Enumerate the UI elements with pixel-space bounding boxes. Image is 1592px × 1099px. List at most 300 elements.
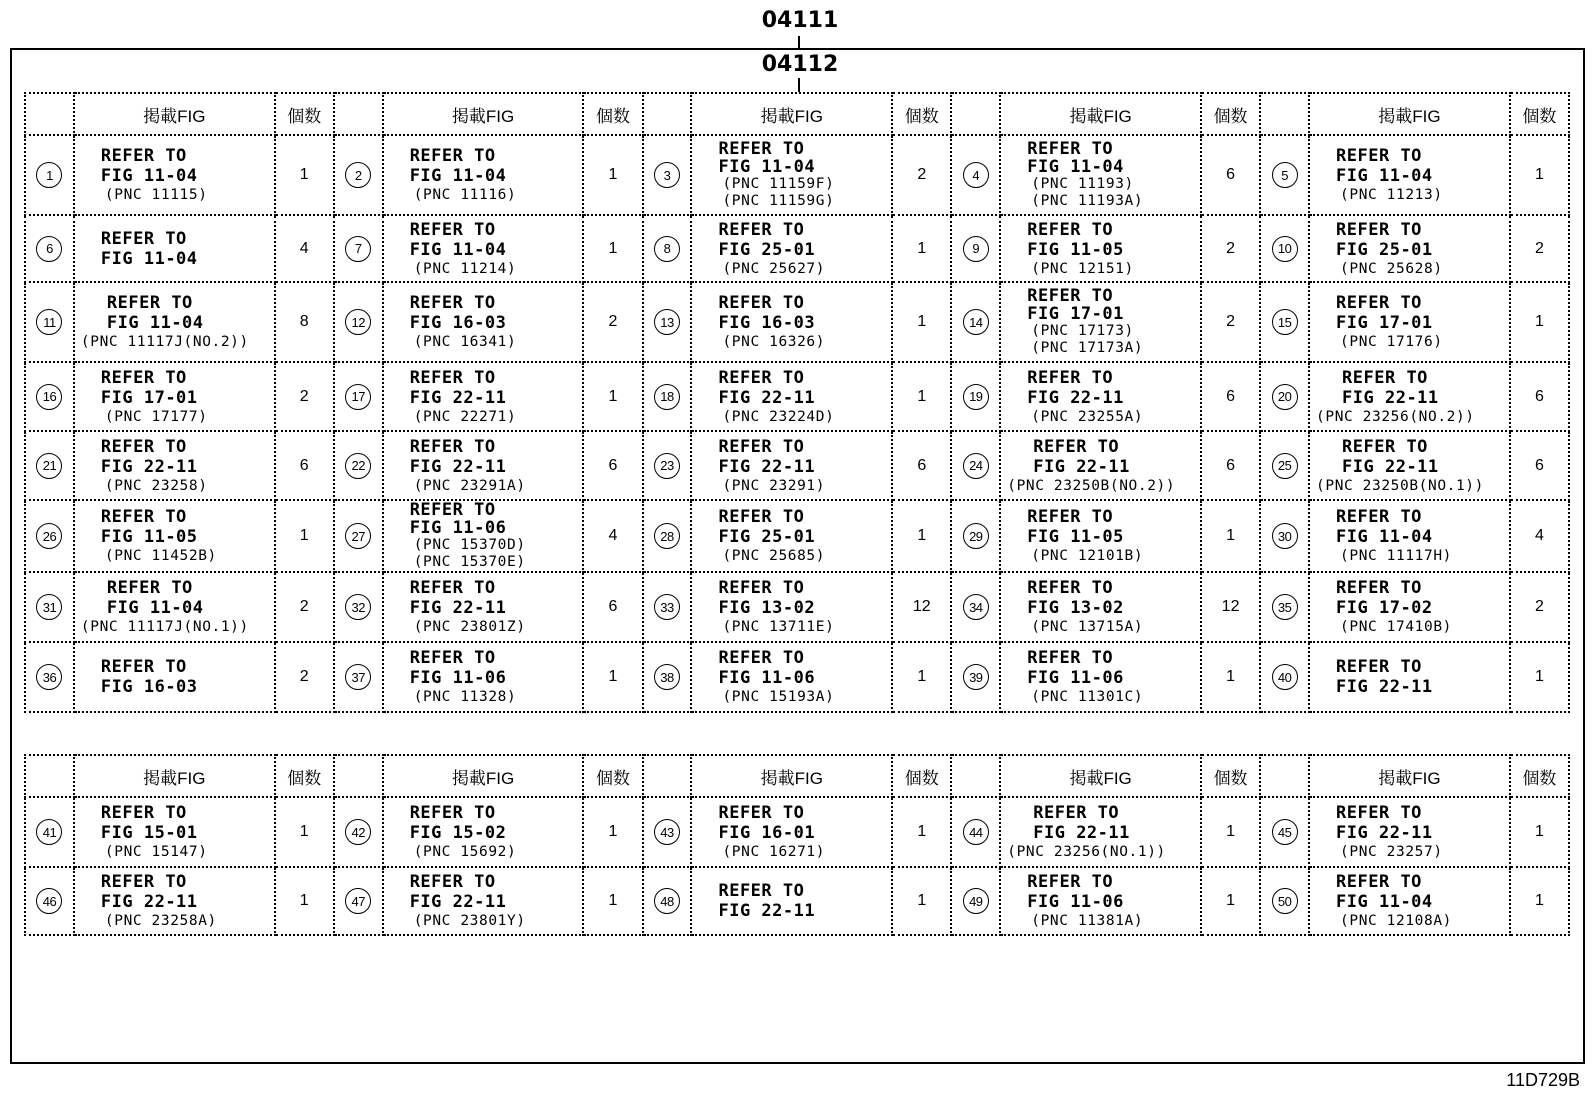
- fig-number-text: FIG 11-06: [409, 668, 507, 688]
- quantity-cell: 6: [1510, 431, 1569, 500]
- header-blank-cell: [25, 755, 74, 797]
- refer-to-text: REFER TO: [718, 436, 805, 457]
- item-number-circle: 4: [963, 162, 989, 188]
- fig-reference-cell: [74, 642, 275, 712]
- pnc-text: (PNC 13715A): [1031, 619, 1144, 635]
- fig-reference-cell: [691, 431, 892, 500]
- pnc-text: (PNC 25628): [1340, 260, 1443, 277]
- refer-to-text: REFER TO: [1027, 872, 1114, 892]
- item-number-cell: [643, 431, 692, 500]
- item-number-circle: 48: [654, 888, 680, 914]
- item-number-cell: [643, 135, 692, 215]
- fig-reference-cell: [691, 642, 892, 712]
- quantity-cell: 1: [275, 797, 334, 867]
- quantity-cell: 2: [1201, 282, 1260, 362]
- quantity-cell: 6: [583, 572, 642, 642]
- fig-reference-cell: [383, 500, 584, 572]
- table-row: [25, 215, 1569, 282]
- pnc-text: (PNC 23256(NO.2)): [1316, 408, 1475, 425]
- item-number-cell: [951, 135, 1000, 215]
- refer-to-text: REFER TO: [1027, 578, 1114, 598]
- pnc-text: (PNC 11117H): [1340, 548, 1452, 564]
- fig-number-text: FIG 11-04: [100, 166, 198, 186]
- item-number-circle: 19: [963, 384, 989, 410]
- item-number-circle: 25: [1272, 453, 1298, 479]
- refer-to-text: REFER TO: [718, 293, 805, 313]
- fig-number-text: FIG 13-02: [718, 598, 816, 618]
- refer-to-text: REFER TO: [1336, 872, 1422, 892]
- item-number-circle: 27: [345, 523, 371, 549]
- fig-number-text: FIG 22-11: [1027, 387, 1124, 408]
- table-header-row: [25, 93, 1569, 135]
- refer-to-text: REFER TO: [1027, 219, 1114, 240]
- quantity-cell: 1: [583, 362, 642, 431]
- pnc-text: (PNC 25627): [722, 260, 826, 277]
- refer-to-text: REFER TO: [718, 139, 805, 159]
- fig-number-text: FIG 17-01: [1336, 313, 1433, 333]
- item-number-circle: 44: [963, 819, 989, 845]
- item-number-circle: 16: [36, 384, 62, 410]
- pnc-text: (PNC 12151): [1031, 260, 1134, 277]
- refer-to-text: REFER TO: [409, 293, 496, 313]
- fig-number-text: FIG 11-05: [1027, 527, 1124, 547]
- table-row: [25, 867, 1569, 935]
- refer-to-text: REFER TO: [100, 367, 187, 388]
- refer-to-text: REFER TO: [718, 578, 805, 598]
- quantity-cell: 6: [1510, 362, 1569, 431]
- quantity-cell: 6: [1201, 135, 1260, 215]
- fig-reference-cell: [383, 572, 584, 642]
- pnc-text: (PNC 11159G): [722, 193, 835, 209]
- quantity-cell: 1: [1201, 500, 1260, 572]
- item-number-circle: 29: [963, 523, 989, 549]
- header-blank-cell: [25, 93, 74, 135]
- refer-to-text: REFER TO: [409, 803, 496, 823]
- item-number-circle: 15: [1272, 309, 1298, 335]
- quantity-cell: 6: [275, 431, 334, 500]
- item-number-circle: 11: [36, 309, 62, 335]
- fig-number-text: FIG 22-11: [1033, 456, 1130, 477]
- fig-number-text: FIG 16-01: [718, 823, 816, 843]
- fig-reference-cell: [74, 431, 275, 500]
- pnc-text: (PNC 16341): [413, 334, 517, 350]
- item-number-circle: 39: [963, 664, 989, 690]
- illustration-id: 11D729B: [1506, 1070, 1580, 1090]
- fig-number-text: FIG 22-11: [718, 456, 816, 477]
- item-number-circle: 2: [345, 162, 371, 188]
- pnc-text: (PNC 23250B(NO.1)): [1316, 477, 1484, 494]
- fig-reference-cell: [74, 282, 275, 362]
- fig-number-text: FIG 22-11: [409, 598, 507, 618]
- item-number-circle: 45: [1272, 819, 1298, 845]
- item-number-cell: [643, 282, 692, 362]
- header-fig: 掲載FIG: [1309, 755, 1510, 797]
- fig-number-text: FIG 11-06: [1027, 668, 1124, 688]
- quantity-cell: 4: [1510, 500, 1569, 572]
- header-blank-cell: [951, 755, 1000, 797]
- fig-reference-cell: [1309, 215, 1510, 282]
- item-number-circle: 17: [345, 384, 371, 410]
- pnc-text: (PNC 23258): [104, 477, 208, 494]
- refer-to-text: REFER TO: [100, 507, 187, 527]
- quantity-cell: 4: [583, 500, 642, 572]
- header-qty: 個数: [892, 755, 951, 797]
- quantity-cell: 1: [583, 642, 642, 712]
- item-number-cell: [334, 215, 383, 282]
- refer-to-text: REFER TO: [409, 500, 496, 520]
- pnc-text: (PNC 23291): [722, 477, 826, 494]
- pnc-text: (PNC 11116): [413, 187, 517, 203]
- item-number-cell: [951, 362, 1000, 431]
- quantity-cell: 1: [892, 797, 951, 867]
- pnc-text: (PNC 11381A): [1031, 913, 1144, 929]
- item-number-cell: [643, 215, 692, 282]
- item-number-cell: [951, 215, 1000, 282]
- refer-to-text: REFER TO: [1033, 803, 1120, 823]
- item-number-cell: [643, 797, 692, 867]
- fig-number-text: FIG 15-01: [100, 823, 198, 843]
- assembly-code-sub: 04112: [761, 52, 839, 77]
- item-number-circle: 7: [345, 236, 371, 262]
- pnc-text: (PNC 16326): [722, 334, 826, 350]
- item-number-cell: [334, 642, 383, 712]
- fig-number-text: FIG 22-11: [1033, 823, 1130, 843]
- fig-number-text: FIG 22-11: [409, 892, 507, 912]
- item-number-cell: [643, 867, 692, 935]
- pnc-text: (PNC 23801Z): [413, 619, 526, 635]
- pnc-text: (PNC 11301C): [1031, 689, 1144, 705]
- item-number-circle: 6: [36, 236, 62, 262]
- fig-reference-cell: [74, 215, 275, 282]
- item-number-cell: [1260, 500, 1309, 572]
- quantity-cell: 1: [892, 867, 951, 935]
- item-number-cell: [334, 362, 383, 431]
- pnc-text: (PNC 15692): [413, 844, 517, 860]
- fig-number-text: FIG 11-04: [100, 248, 198, 269]
- fig-number-text: FIG 16-03: [100, 677, 198, 697]
- quantity-cell: 1: [1201, 642, 1260, 712]
- item-number-circle: 23: [654, 453, 680, 479]
- header-qty: 個数: [1201, 755, 1260, 797]
- item-number-circle: 12: [345, 309, 371, 335]
- refer-to-text: REFER TO: [100, 803, 187, 823]
- fig-reference-cell: [1000, 282, 1201, 362]
- header-fig: 掲載FIG: [383, 93, 584, 135]
- fig-reference-cell: [1000, 500, 1201, 572]
- item-number-cell: [951, 572, 1000, 642]
- quantity-cell: 1: [1201, 797, 1260, 867]
- quantity-cell: 1: [1510, 867, 1569, 935]
- refer-to-text: REFER TO: [718, 219, 805, 240]
- refer-to-text: REFER TO: [409, 146, 496, 166]
- refer-to-text: REFER TO: [718, 367, 805, 388]
- item-number-cell: [334, 500, 383, 572]
- item-number-circle: 18: [654, 384, 680, 410]
- quantity-cell: 1: [892, 215, 951, 282]
- fig-reference-cell: [1000, 867, 1201, 935]
- pnc-text: (PNC 11117J(NO.2)): [80, 334, 249, 350]
- header-fig: 掲載FIG: [74, 755, 275, 797]
- quantity-cell: 1: [1510, 135, 1569, 215]
- refer-to-text: REFER TO: [1336, 803, 1422, 823]
- header-blank-cell: [1260, 93, 1309, 135]
- item-number-circle: 47: [345, 888, 371, 914]
- fig-number-text: FIG 11-04: [1336, 166, 1433, 186]
- item-number-circle: 21: [36, 453, 62, 479]
- item-number-cell: [951, 867, 1000, 935]
- fig-number-text: FIG 11-04: [409, 166, 507, 186]
- quantity-cell: 6: [1201, 431, 1260, 500]
- fig-reference-cell: [1000, 642, 1201, 712]
- item-number-circle: 38: [654, 664, 680, 690]
- fig-number-text: FIG 22-11: [100, 456, 198, 477]
- fig-number-text: FIG 15-02: [409, 823, 507, 843]
- refer-to-text: REFER TO: [409, 367, 496, 388]
- fig-number-text: FIG 22-11: [718, 901, 816, 921]
- item-number-cell: [25, 431, 74, 500]
- quantity-cell: 2: [275, 572, 334, 642]
- header-qty: 個数: [1201, 93, 1260, 135]
- item-number-cell: [643, 362, 692, 431]
- pnc-text: (PNC 15193A): [722, 689, 835, 705]
- refer-to-text: REFER TO: [100, 228, 187, 249]
- item-number-circle: 8: [654, 236, 680, 262]
- fig-number-text: FIG 11-04: [1336, 892, 1433, 912]
- item-number-cell: [25, 135, 74, 215]
- fig-reference-cell: [1309, 431, 1510, 500]
- item-number-cell: [951, 282, 1000, 362]
- item-number-circle: 43: [654, 819, 680, 845]
- quantity-cell: 12: [1201, 572, 1260, 642]
- item-number-circle: 33: [654, 594, 680, 620]
- fig-reference-cell: [691, 282, 892, 362]
- quantity-cell: 2: [275, 362, 334, 431]
- pnc-text: (PNC 17410B): [1340, 619, 1452, 635]
- refer-to-text: REFER TO: [1027, 367, 1114, 388]
- quantity-cell: 2: [892, 135, 951, 215]
- quantity-cell: 1: [1510, 642, 1569, 712]
- item-number-cell: [1260, 572, 1309, 642]
- fig-reference-cell: [383, 867, 584, 935]
- refer-to-text: REFER TO: [409, 578, 496, 598]
- fig-reference-cell: [74, 797, 275, 867]
- fig-reference-cell: [383, 362, 584, 431]
- item-number-circle: 30: [1272, 523, 1298, 549]
- table-row: [25, 797, 1569, 867]
- refer-to-text: REFER TO: [718, 881, 805, 901]
- fig-reference-cell: [74, 500, 275, 572]
- refer-to-text: REFER TO: [1336, 293, 1422, 313]
- quantity-cell: 6: [583, 431, 642, 500]
- item-number-circle: 1: [36, 162, 62, 188]
- quantity-cell: 1: [275, 135, 334, 215]
- item-number-circle: 26: [36, 523, 62, 549]
- fig-number-text: FIG 11-06: [1027, 892, 1124, 912]
- item-number-circle: 46: [36, 888, 62, 914]
- refer-to-text: REFER TO: [718, 507, 805, 527]
- fig-reference-cell: [383, 282, 584, 362]
- fig-number-text: FIG 17-01: [1027, 304, 1124, 324]
- header-qty: 個数: [892, 93, 951, 135]
- refer-to-text: REFER TO: [1027, 286, 1114, 306]
- header-blank-cell: [643, 93, 692, 135]
- pnc-text: (PNC 11214): [413, 260, 517, 277]
- header-fig: 掲載FIG: [383, 755, 584, 797]
- fig-reference-cell: [1000, 215, 1201, 282]
- item-number-cell: [25, 215, 74, 282]
- pnc-text: (PNC 11193): [1031, 176, 1134, 192]
- fig-reference-cell: [691, 362, 892, 431]
- item-number-circle: 41: [36, 819, 62, 845]
- fig-reference-cell: [74, 572, 275, 642]
- fig-reference-cell: [383, 431, 584, 500]
- item-number-cell: [25, 867, 74, 935]
- pnc-text: (PNC 16271): [722, 844, 826, 860]
- item-number-cell: [25, 797, 74, 867]
- item-number-cell: [334, 431, 383, 500]
- pnc-text: (PNC 23255A): [1031, 408, 1144, 425]
- pnc-text: (PNC 23224D): [722, 408, 835, 425]
- item-number-circle: 49: [963, 888, 989, 914]
- item-number-circle: 24: [963, 453, 989, 479]
- fig-reference-cell: [383, 215, 584, 282]
- refer-to-text: REFER TO: [409, 219, 496, 240]
- item-number-cell: [643, 572, 692, 642]
- header-blank-cell: [951, 93, 1000, 135]
- fig-reference-cell: [691, 572, 892, 642]
- header-fig: 掲載FIG: [1000, 755, 1201, 797]
- parts-reference-table-2: [24, 754, 1570, 936]
- pnc-text: (PNC 11452B): [104, 548, 217, 564]
- header-fig: 掲載FIG: [1309, 93, 1510, 135]
- header-fig: 掲載FIG: [1000, 93, 1201, 135]
- item-number-cell: [25, 282, 74, 362]
- table-row: [25, 362, 1569, 431]
- table-row: [25, 282, 1569, 362]
- quantity-cell: 2: [1510, 215, 1569, 282]
- fig-number-text: FIG 25-01: [1336, 239, 1433, 260]
- pnc-text: (PNC 23801Y): [413, 913, 526, 929]
- header-qty: 個数: [1510, 93, 1569, 135]
- fig-number-text: FIG 13-02: [1027, 598, 1124, 618]
- item-number-cell: [25, 362, 74, 431]
- quantity-cell: 2: [1201, 215, 1260, 282]
- item-number-cell: [334, 867, 383, 935]
- fig-reference-cell: [1000, 572, 1201, 642]
- fig-number-text: FIG 11-06: [409, 518, 507, 538]
- refer-to-text: REFER TO: [1342, 436, 1428, 457]
- fig-reference-cell: [74, 362, 275, 431]
- fig-number-text: FIG 25-01: [718, 239, 816, 260]
- fig-number-text: FIG 11-04: [106, 598, 204, 618]
- fig-reference-cell: [691, 797, 892, 867]
- fig-number-text: FIG 22-11: [718, 387, 816, 408]
- item-number-circle: 50: [1272, 888, 1298, 914]
- refer-to-text: REFER TO: [100, 436, 187, 457]
- fig-reference-cell: [1309, 500, 1510, 572]
- fig-number-text: FIG 22-11: [409, 387, 507, 408]
- quantity-cell: 1: [892, 362, 951, 431]
- table-row: [25, 431, 1569, 500]
- fig-reference-cell: [74, 867, 275, 935]
- refer-to-text: REFER TO: [1336, 657, 1422, 677]
- item-number-cell: [334, 797, 383, 867]
- item-number-cell: [643, 642, 692, 712]
- parts-reference-table-1: [24, 92, 1570, 713]
- fig-reference-cell: [1309, 282, 1510, 362]
- pnc-text: (PNC 12108A): [1340, 913, 1452, 929]
- pnc-text: (PNC 23258A): [104, 913, 217, 929]
- refer-to-text: REFER TO: [100, 657, 187, 677]
- quantity-cell: 6: [1201, 362, 1260, 431]
- fig-number-text: FIG 22-11: [1336, 823, 1433, 843]
- pnc-text: (PNC 22271): [413, 408, 517, 425]
- header-qty: 個数: [275, 93, 334, 135]
- item-number-circle: 20: [1272, 384, 1298, 410]
- item-number-cell: [951, 431, 1000, 500]
- quantity-cell: 1: [1201, 867, 1260, 935]
- header-blank-cell: [334, 755, 383, 797]
- item-number-cell: [1260, 282, 1309, 362]
- fig-reference-cell: [691, 215, 892, 282]
- refer-to-text: REFER TO: [1342, 367, 1428, 388]
- header-qty: 個数: [275, 755, 334, 797]
- fig-number-text: FIG 25-01: [718, 527, 816, 547]
- table-row: [25, 135, 1569, 215]
- fig-reference-cell: [383, 797, 584, 867]
- header-qty: 個数: [583, 755, 642, 797]
- item-number-cell: [951, 797, 1000, 867]
- fig-number-text: FIG 11-05: [1027, 239, 1124, 260]
- pnc-text: (PNC 23257): [1340, 844, 1443, 860]
- item-number-circle: 28: [654, 523, 680, 549]
- item-number-cell: [1260, 215, 1309, 282]
- item-number-circle: 34: [963, 594, 989, 620]
- quantity-cell: 6: [892, 431, 951, 500]
- quantity-cell: 1: [1510, 282, 1569, 362]
- item-number-circle: 22: [345, 453, 371, 479]
- refer-to-text: REFER TO: [1336, 507, 1422, 527]
- fig-number-text: FIG 16-03: [718, 313, 816, 333]
- item-number-circle: 3: [654, 162, 680, 188]
- pnc-text: (PNC 11213): [1340, 187, 1443, 203]
- table-row: [25, 572, 1569, 642]
- header-blank-cell: [334, 93, 383, 135]
- quantity-cell: 4: [275, 215, 334, 282]
- pnc-text: (PNC 17176): [1340, 334, 1443, 350]
- item-number-circle: 14: [963, 309, 989, 335]
- refer-to-text: REFER TO: [409, 436, 496, 457]
- refer-to-text: REFER TO: [106, 578, 193, 598]
- fig-number-text: FIG 11-06: [718, 668, 816, 688]
- fig-reference-cell: [383, 642, 584, 712]
- table-row: [25, 642, 1569, 712]
- item-number-circle: 5: [1272, 162, 1298, 188]
- quantity-cell: 1: [1510, 797, 1569, 867]
- pnc-text: (PNC 17173): [1031, 323, 1134, 339]
- item-number-circle: 13: [654, 309, 680, 335]
- quantity-cell: 1: [583, 867, 642, 935]
- table-header-row: [25, 755, 1569, 797]
- item-number-circle: 10: [1272, 236, 1298, 262]
- item-number-cell: [25, 572, 74, 642]
- item-number-cell: [1260, 135, 1309, 215]
- pnc-text: (PNC 25685): [722, 548, 826, 564]
- pnc-text: (PNC 15370D): [413, 537, 526, 553]
- pnc-text: (PNC 23291A): [413, 477, 526, 494]
- item-number-cell: [1260, 642, 1309, 712]
- item-number-cell: [951, 500, 1000, 572]
